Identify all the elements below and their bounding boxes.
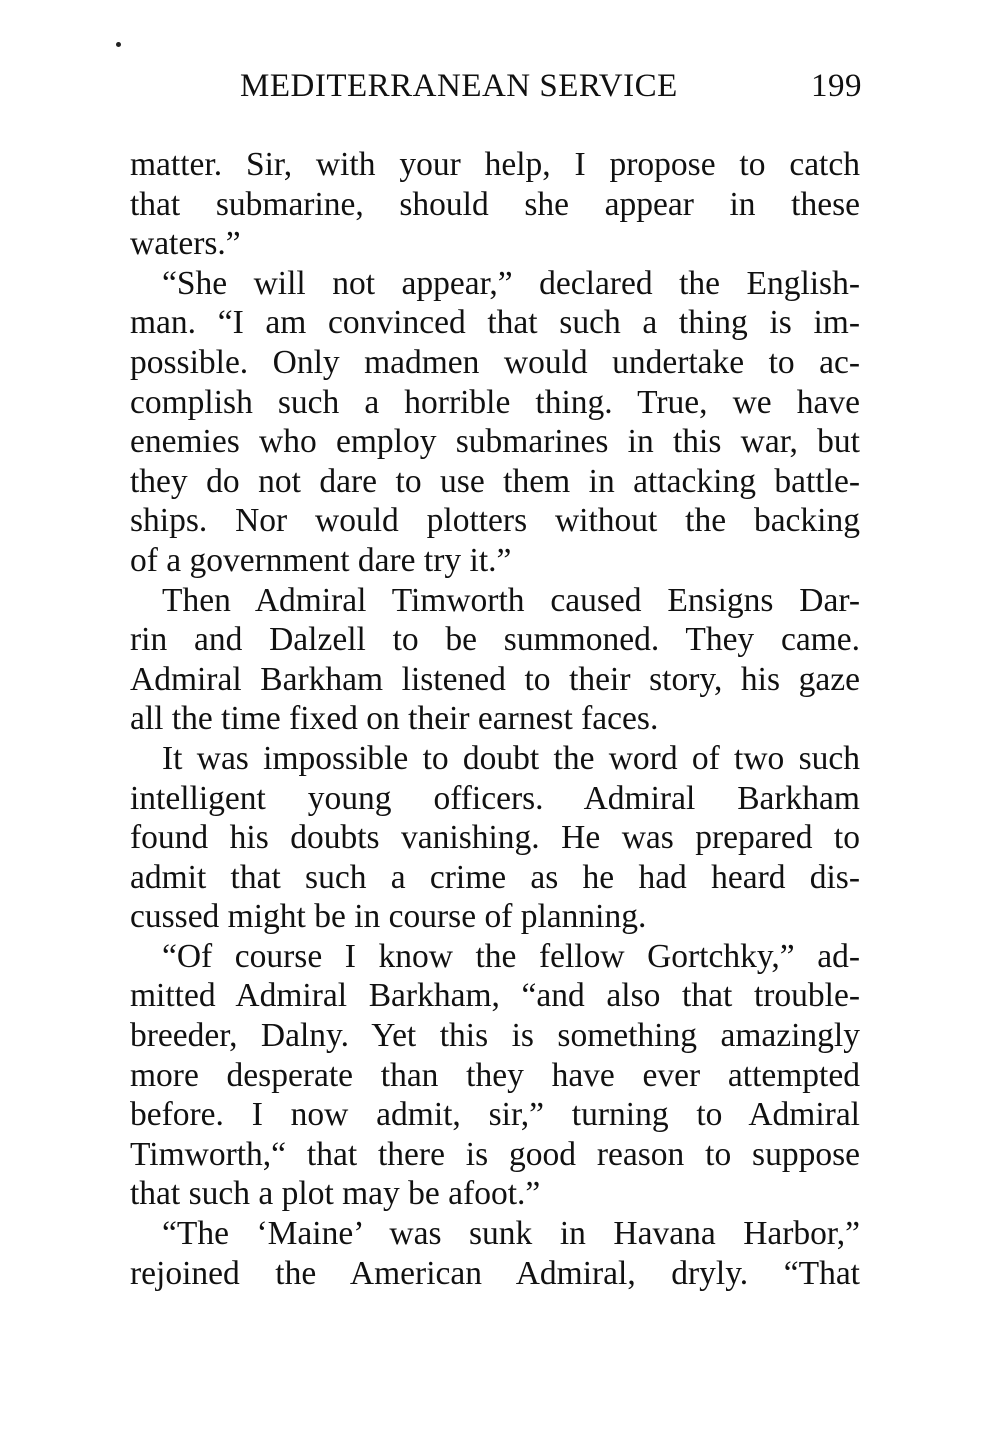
text-line: more desperate than they have ever attempted [130, 1056, 860, 1094]
text-line: “She will not appear,” declared the English- [162, 264, 860, 302]
text-line: of a government dare try it.” [130, 541, 512, 579]
running-head: MEDITERRANEAN SERVICE [240, 68, 678, 104]
text-line: matter. Sir, with your help, I propose to catch [130, 146, 860, 183]
text-line: “The ‘Maine’ was sunk in Havana Harbor,” [162, 1215, 860, 1253]
printing-speck [116, 42, 121, 47]
text-line: before. I now admit, sir,” turning to Admiral [130, 1096, 860, 1134]
text-line: found his doubts vanishing. He was prepared to [130, 819, 860, 857]
text-line: rejoined the American Admiral, dryly. “That [130, 1254, 860, 1292]
text-line: possible. Only madmen would undertake to ac- [130, 343, 860, 381]
text-line: they do not dare to use them in attacking battle- [130, 462, 860, 500]
text-line: Admiral Barkham listened to their story, his gaze [130, 660, 860, 698]
text-line: “Of course I know the fellow Gortchky,” ad- [162, 937, 860, 975]
text-line: admit that such a crime as he had heard dis- [130, 858, 860, 896]
body-text [130, 145, 860, 1293]
text-line: enemies who employ submarines in this war, but [130, 423, 860, 461]
text-line: It was impossible to doubt the word of two such [162, 739, 860, 777]
text-line: Then Admiral Timworth caused Ensigns Dar- [162, 581, 860, 619]
text-line: waters.” [130, 225, 241, 263]
text-line: mitted Admiral Barkham, “and also that trouble- [130, 977, 860, 1015]
page-header [240, 68, 862, 112]
text-line: man. “I am convinced that such a thing is im- [130, 304, 860, 342]
text-line: rin and Dalzell to be summoned. They came. [130, 621, 860, 659]
text-line: that such a plot may be afoot.” [130, 1175, 541, 1213]
text-line: complish such a horrible thing. True, we have [130, 383, 860, 421]
text-line: intelligent young officers. Admiral Barkham [130, 779, 860, 817]
text-line: cussed might be in course of planning. [130, 898, 647, 936]
text-line: all the time fixed on their earnest faces. [130, 700, 659, 738]
text-line: breeder, Dalny. Yet this is something amazingly [130, 1017, 860, 1055]
text-line: that submarine, should she appear in these [130, 185, 860, 223]
text-line: Timworth,“ that there is good reason to suppose [130, 1135, 860, 1173]
text-line: ships. Nor would plotters without the backing [130, 502, 860, 540]
page-number: 199 [811, 68, 862, 104]
